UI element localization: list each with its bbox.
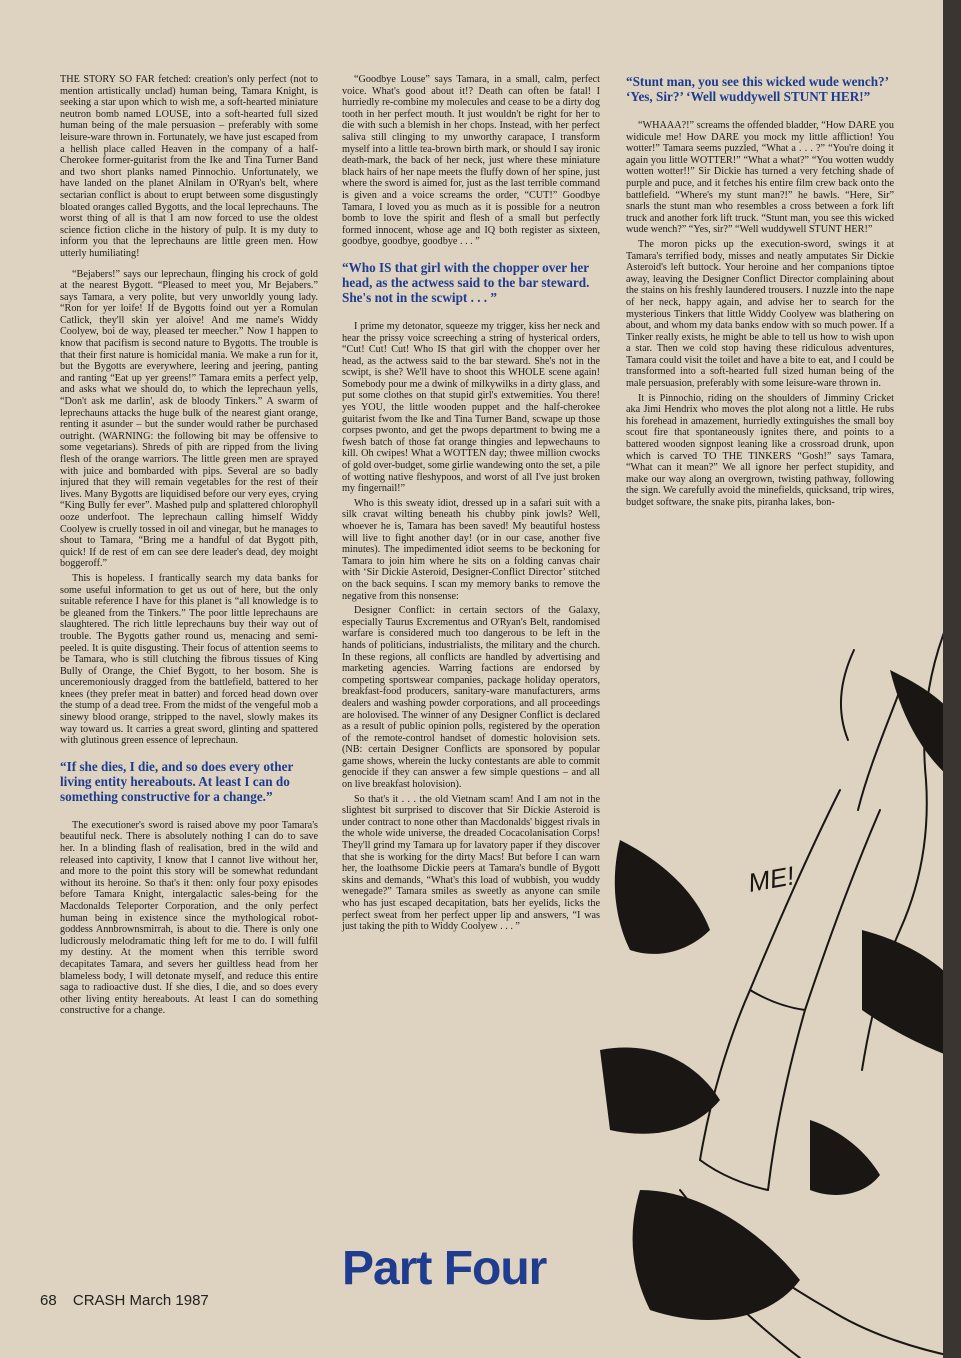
- part-title: Part Four: [342, 1242, 547, 1295]
- story-paragraph: It is Pinnochio, riding on the shoulders of Jimminy Cricket aka Jimi Hendrix who moves the plot along not a little. He rubs his forehead in amazement, hurriedly extinguishes the small boy scout fire that spontaneously ignites there, and points to a battered wooden signpost leaning like a crossroad drunk, upon which is carved TO THE TINKERS “Gosh!” says Tamara, “What can it mean?” We all ignore her perfect stupidity, and make our way along an overgrown, twisting pathway, following the sign. We carefully avoid the minefields, quicksand, trip wires, budget software, the snake pits, piranha lakes, bon-: [626, 392, 894, 508]
- story-column-1: [60, 74, 318, 1020]
- story-paragraph: The executioner's sword is raised above my poor Tamara's beautiful neck. There is absolutely nothing I can do to save her. In a blinding flash of realisation, bred in the wild and released into captivity, I know that I cannot live without her, and more to the point this story will be somewhat redundant without its heroine. So that's it then: only four poxy episodes before Tamara Knight, intergalactic sales-being for the Macdonalds Teleporter Corporation, and the only perfect human being in existence since the mythological robot-goddess Annbrownsmirrah, is about to die. There is only one ludicrously melodramatic thing left for me to do. I will fulfil my destiny. At the moment when this terrible sword decapitates Tamara, and severs her guiltless head from her blameless body, I will detonate myself, and reduce this entire saga to radioactive dust. If she dies, I die, and so does every other living entity hereabouts. At least I can do something constructive for a change.: [60, 819, 318, 1017]
- magazine-name: CRASH: [72, 1292, 126, 1309]
- story-paragraph: “WHAAA?!” screams the offended bladder, “How DARE you widicule me! How DARE you mock my little affliction! You wotter!” Tamara seems puzzled, “What a . . . ?” “You're doing it again you little WOTTER!” “What a what?” “You wotten wuddy wotten wotter!!” Sir Dickie has turned a very fetching shade of purple and puce, and it fetches his entire film crew back onto the battlefield. “Where's my stunt man?!” he bawls. “Here, Sir” snarls the stunt man who resembles a cross between a fork lift truck and another fork lift truck. “Stunt man, you see this wicked wude wench?” “Yes, sir?” “Well wuddywell STUNT HER!”: [626, 120, 894, 236]
- story-column-3: [626, 74, 894, 512]
- story-paragraph: The moron picks up the execution-sword, swings it at Tamara's terrified body, misses and neatly amputates Sir Dickie Asteroid's left buttock. Your heroine and her companions tiptoe away, leaving the Designer Conflict Director complaining about the stains on his freshly laundered trousers. I nuzzle into the nape of her neck, happy again, and advise her to search for the mysterious Tinkers that little Widdy Coolyew was blathering on about, and whom my data banks endow with so much power. If a Tinker really exists, he might be able to tell us how to wish upon a star. Then we cold stop having these ridiculous adventures, Tamara could visit the toilet and have a bite to eat, and I could be transformed into a soft-hearted full sized human being of the male persuasion, preferably with some leisure-ware thrown in.: [626, 238, 894, 390]
- page-number: 68: [40, 1292, 57, 1309]
- page-footer: [40, 1292, 209, 1309]
- story-paragraph: “Goodbye Louse” says Tamara, in a small, calm, perfect voice. What's good about it!? Death can often be fatal! I hurriedly re-combine my molecules and cease to be a dirty dog tooth in her perfect mouth. It just wouldn't be right for her to die with such a blemish in her chops. Instead, with her perfect saliva still clinging to my unworthy carapace, I transform myself into a little tea-brown birth mark, or should I say ironic death-mark, the back of her neck, just where these miniature black hairs of her nape meets the fluffy down of her spine, just where the sword is aimed for, just as the last terrible command is given and a voice screams the order, “CUT!” Goodbye Tamara, I loved you as much as it is possible for a neutron bomb to love the spirit and flesh of a small but perfectly formed innocent, whose age and IQ both register as sixteen, goodbye, goodbye, goodbye . . . ”: [342, 74, 600, 248]
- pull-quote: “Stunt man, you see this wicked wude wench?’ ‘Yes, Sir?’ ‘Well wuddywell STUNT HER!”: [626, 74, 889, 104]
- story-paragraph: Designer Conflict: in certain sectors of the Galaxy, especially Taurus Excrementus and O'Ryan's Belt, randomised warfare is considered much too dangerous to be left in the hands of politicians, industrialists, the military and the church. In these regions, all conflicts are handled by advertising and marketing agencies. Warring factions are endorsed by competing sportswear companies, package holiday operators, breakfast-food producers, sanitary-ware manufacturers, arms dealers and washing powder corporations, and all proceedings are holovised. The winner of any Designer Conflict is declared as a result of public opinion polls, registered by the operation of the remote-control handset of domestic holovision sets. (NB: certain Designer Conflicts are sponsored by popular game shows, wherein the lucky contestants are able to commit genocide if they can answer a few simple questions – and all on live breakfast holovision).: [342, 605, 600, 791]
- comic-illustration: [600, 630, 961, 1358]
- pull-quote: “Who IS that girl with the chopper over her head, as the actwess said to the bar steward. She's not in the scwipt . . . ”: [342, 259, 590, 305]
- issue-date: March 1987: [129, 1292, 209, 1309]
- pull-quote: “If she dies, I die, and so does every other living entity hereabouts. At least I can do something constructive for a change.”: [60, 758, 294, 804]
- story-paragraph: This is hopeless. I frantically search my data banks for some useful information to get us out of here, but the only suitable reference I have for this planet is “all knowledge is to be gleaned from the Tinkers.” The poor little leprechauns are slaughtered. The rich little leprechauns buy their way out of trouble. The Bygotts gather round us, menacing and semi-peeled. It is quite disgusting. Their focus of attention seems to be Tamara, who is still clutching the fibrous tissues of King Bully of Orange, the Chief Bygott, to her bosom. She is unceremoniously dragged from the battlefield, battered to her knees (they prefer meat in batter) and forced head down over the stump of a dead tree. From the midst of the vengeful mob a sinewy blood orange, stripped to the navel, slowly makes its way toward us. It carries a great sword, glinting and spattered with glutinous green essence of leprechaun.: [60, 572, 318, 747]
- story-paragraph: Who is this sweaty idiot, dressed up in a safari suit with a silk cravat wilting beneath his chubby pink jowls? Well, whoever he is, Tamara has been saved! My beautiful hostess will live to fight another day! (or in our case, another five minutes). The impedimented idiot seems to be beckoning for Tamara to join him where he sits on a folding canvas chair with ‘Sir Dickie Asteroid, Designer-Conflict Director’ stitched on the back sequins. I scan my memory banks to remove the negative from this nonsense:: [342, 497, 600, 602]
- story-paragraph: THE STORY SO FAR fetched: creation's only perfect (not to mention artistically unclad) human being, Tamara Knight, is seeking a star upon which to wish me, a soft-hearted miniature neutron bomb named LOUSE, into a soft-hearted full sized human being of the male persuasion – preferably with some leisure-ware thrown in. Fortunately, we have just escaped from a hellish place called Heaven in the company of a half-Cherokee former-guitarist from the Ike and Tina Turner Band and two short planks named Pinnochio. Unfortunately, we have landed on the planet Alnilam in O'Ryan's belt, where sectarian conflict is about to erupt between some disgustingly bloated oranges called Bygotts, and the local leprechauns. The worst thing of all is that I am now forced to use the oldest science fiction cliche in the history of pulp. It is my duty to inform you that the leprechauns are little green men. How utterly humiliating!: [60, 74, 318, 259]
- illustration-caption: ME!: [745, 860, 797, 898]
- story-column-2: [342, 74, 600, 936]
- page-edge: [943, 0, 961, 1358]
- story-paragraph: “Bejabers!” says our leprechaun, flinging his crock of gold at the nearest Bygott. “Pleased to meet you, Mr Bejabers.” says Tamara, a very polite, but very unworldly young lady. “Ron for yer loife! If de Bygotts foind out yer a Romulan Catlick, they'll skin yer aloive! And me name's Widdy Coolyew, boi de way, pleased ter meecher.” Now I happen to know that pacifism is second nature to Bygotts. The trouble is that their first nature is homicidal mania. We make a run for it, but the Bygotts are everywhere, leering and jeering, panting and ranting “Eat up yer greens!” Tamara emits a perfect yelp, and asks what we should do, to which the leprechaun yells, “Don't ask me darlin', ask de bloody Tinkers.” A swarm of leprechauns attacks the huge bulk of the nearest giant orange, renting it asunder – but the sunder would rather be purchased outright. (WARNING: the following bit may be offensive to some vegetarians). Shreds of pith are ripped from the living flesh of the orange warriors. The little green men are sprayed with juice and bombarded with pips. Several are so badly injured that they will remain vegetables for the rest of their lives. Many Bygotts are liquidised before our very eyes, crying “King Bully fer ever”. Mashed pulp and splattered chlorophyll ooze underfoot. The leprechaun calling himself Widdy Coolyew is cruelly tossed in oil and vinegar, but he manages to shout to Tamara, “Bring me a handful of dat Bygott pith, quick! If de rest of em can see dere leader's dead, dey moight boggeroff.”: [60, 268, 318, 570]
- story-paragraph: I prime my detonator, squeeze my trigger, kiss her neck and hear the prissy voice screeching a string of hysterical orders, “Cut! Cut! Cut! Who IS that girl with the chopper over her head, as the actwess said to the bar steward. She's not in the scwipt, is she? We'll have to shoot this WHOLE scene again! Somebody pour me a dwink of milkywilks in a dirty glass, and put some clothes on that stupid girl's extwemities. You there! yes YOU, the little wooden puppet and the half-cherokee guitarist fwom the Ike and Tina Turner Band, scwape up those corpses pwonto, and get the pwops department to bwing me a fwesh batch of those fat orange thingies and lepwechauns to kill. Oh cwipes! What a WOTTEN day; thwee million cwocks of gold over-budget, some girlie wandewing onto the set, a pile of wotting native fleshypoos, and worst of all I've just broken my fingernail!”: [342, 320, 600, 495]
- story-paragraph: So that's it . . . the old Vietnam scam! And I am not in the slightest bit surprised to discover that Sir Dickie Asteroid is under contract to none other than Macdonalds' biggest rivals in the whole wide universe, the dreaded Cocacolanisation Corps! They'll grind my Tamara up for lavatory paper if they discover that she is working for the dirty Macs! But before I can warn her, the loathsome Dickie peers at Tamara's bundle of Bygott skins and demands, “What's this load of wubbish, you wuddy wenegade?” Tamara smiles as sweetly as anyone can smile who has just escaped decapitation, bats her eyelids, licks the perfect sweat from her perfect upper lip and answers, “I was just taking the pith to Widdy Coolyew . . . ”: [342, 793, 600, 933]
